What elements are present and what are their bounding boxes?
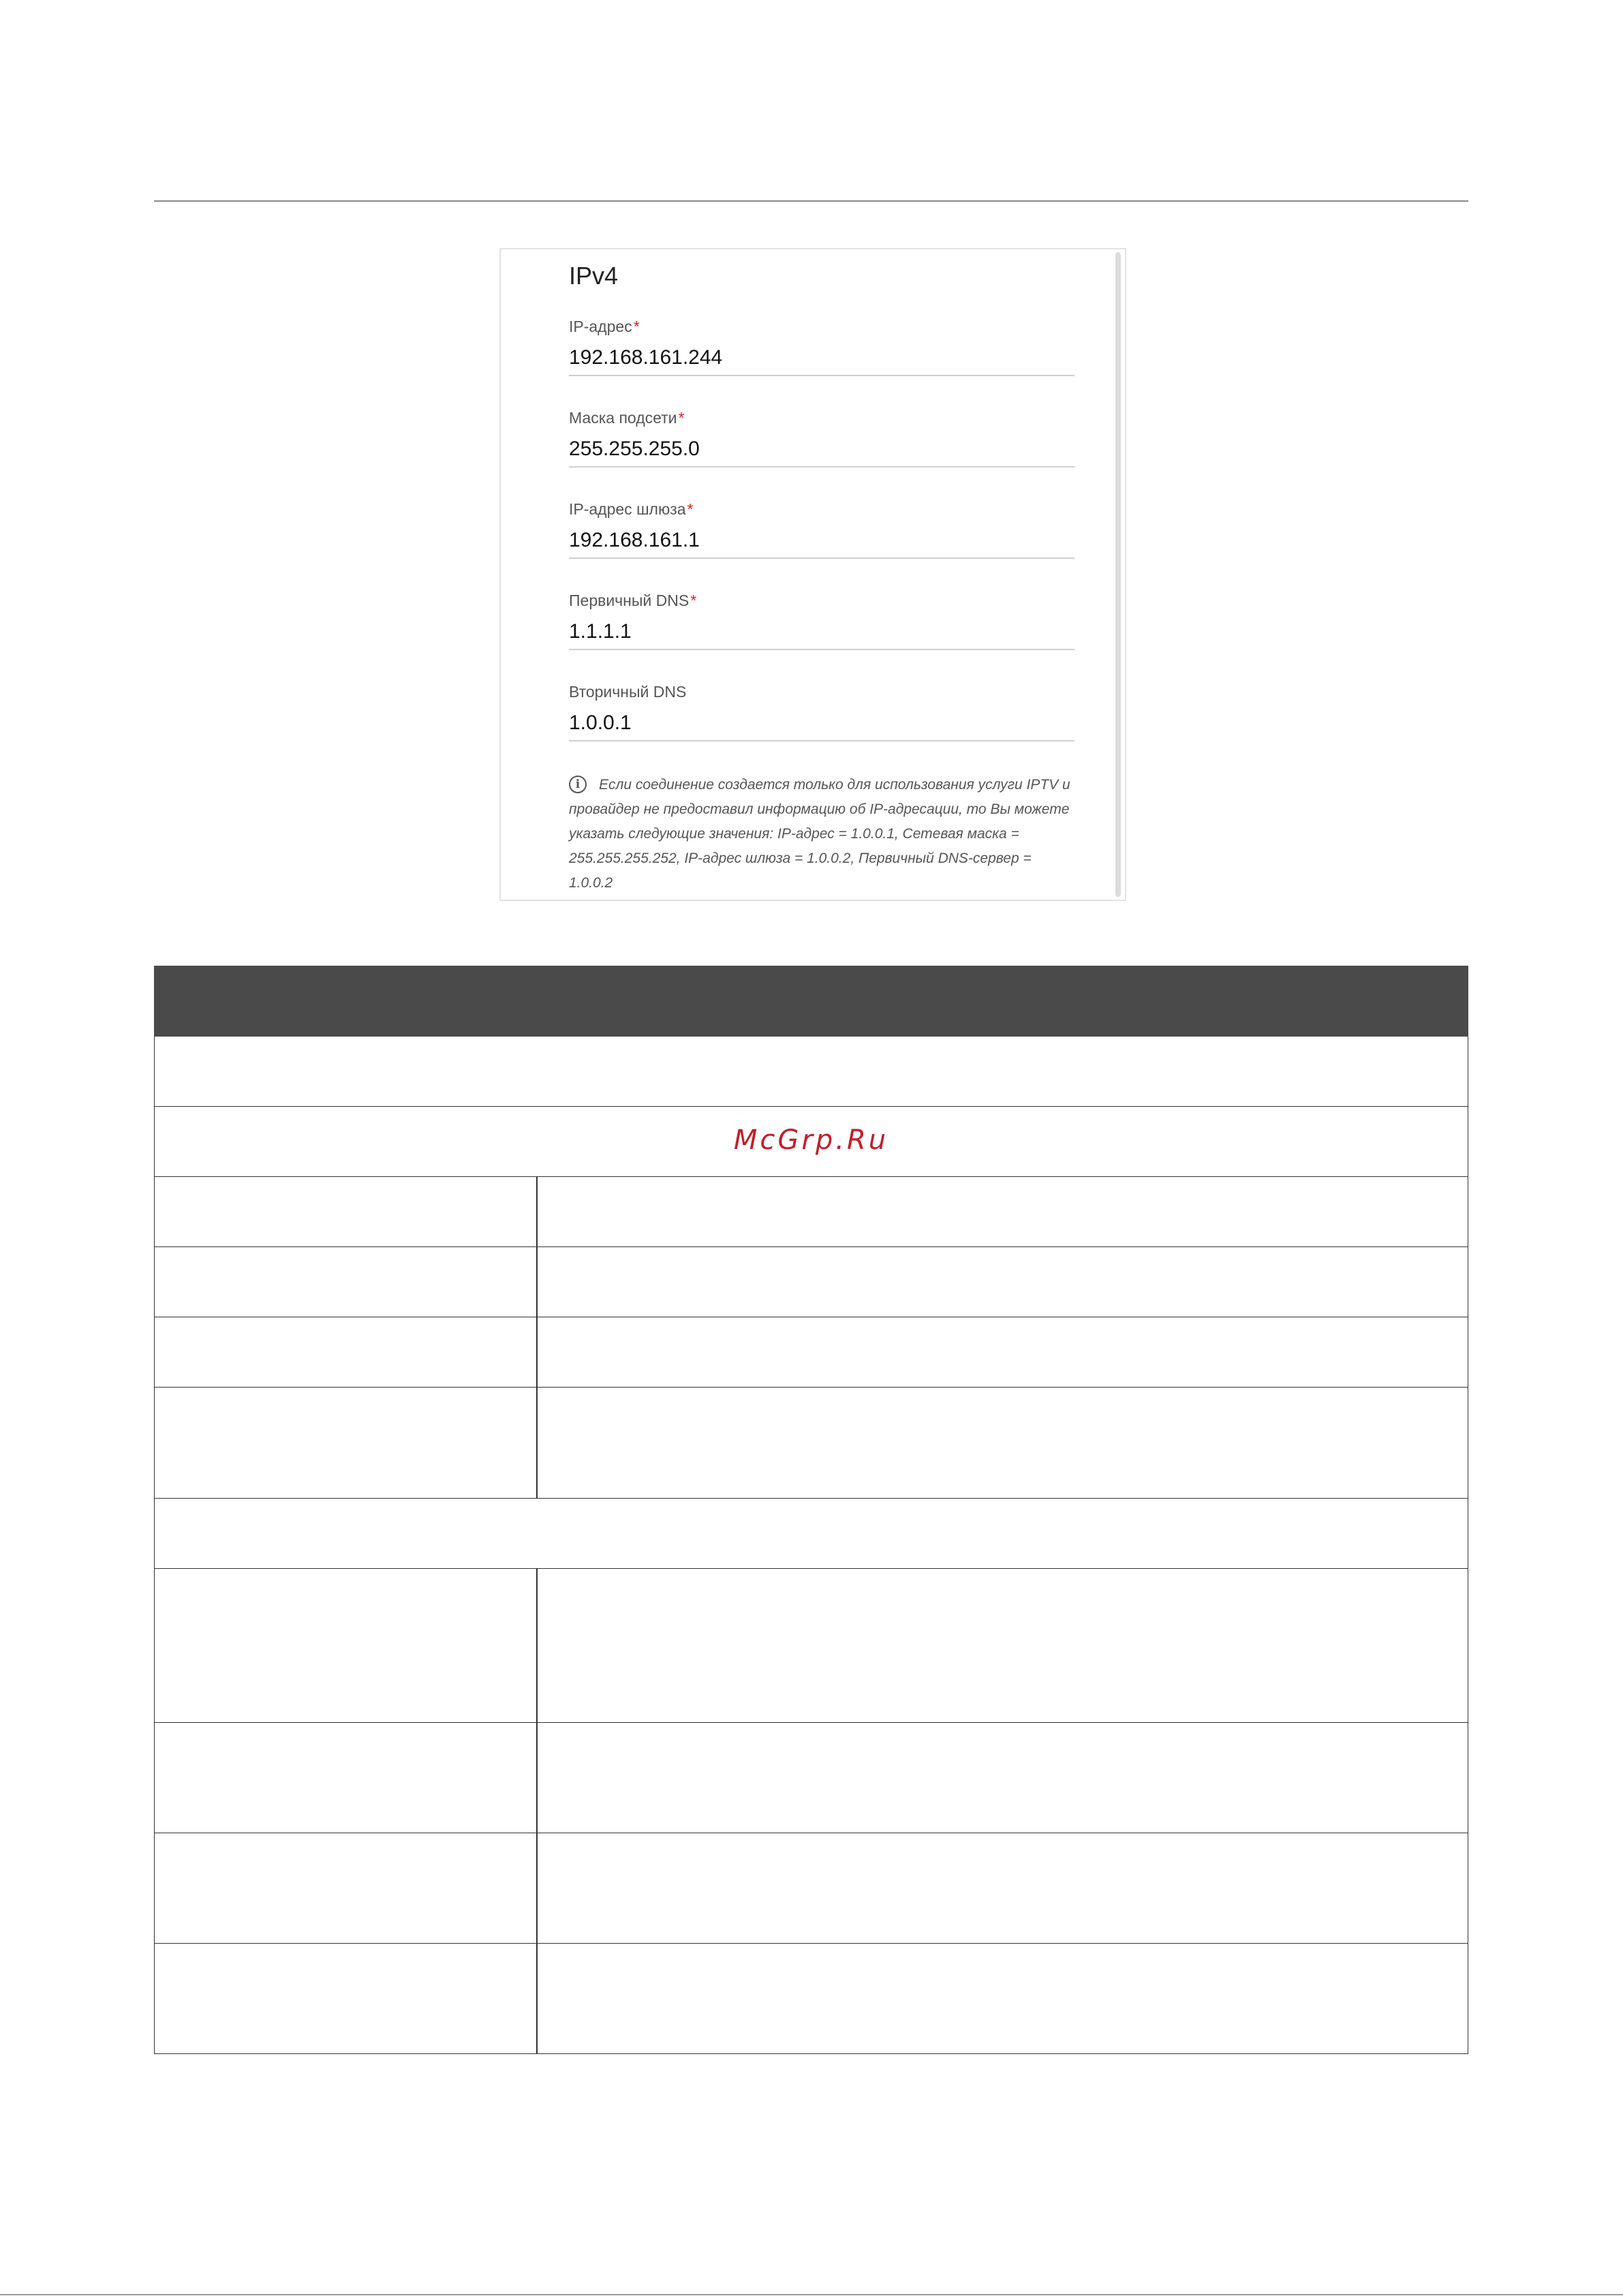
secondary-dns-field	[569, 683, 1075, 765]
table-cell-name	[155, 1388, 538, 1498]
table-cell-name	[155, 1944, 538, 2053]
watermark: McGrp.Ru	[733, 1124, 889, 1156]
table-row	[154, 1247, 1468, 1317]
table-section-row	[154, 1037, 1468, 1107]
table-row	[154, 1569, 1468, 1723]
table-cell-name	[155, 1569, 538, 1722]
panel-title: IPv4	[569, 262, 619, 290]
primary-dns-label: Первичный DNS	[569, 592, 690, 609]
table-row	[154, 1177, 1468, 1247]
bottom-divider	[0, 2294, 1623, 2295]
gateway-label: IP-адрес шлюза	[569, 500, 686, 518]
required-asterisk: *	[633, 318, 640, 335]
ip-address-field	[569, 318, 1075, 399]
table-row	[154, 1833, 1468, 1944]
gateway-input[interactable]	[569, 523, 1075, 559]
table-cell-name	[155, 1247, 538, 1317]
primary-dns-field	[569, 592, 1075, 673]
table-cell-name	[155, 1317, 538, 1387]
top-divider	[154, 200, 1468, 202]
subnet-mask-label: Маска подсети	[569, 409, 677, 427]
table-cell-name	[155, 1723, 538, 1833]
subnet-mask-input[interactable]	[569, 432, 1075, 468]
ipv4-settings-panel	[499, 248, 1126, 901]
table-row	[154, 1944, 1468, 2054]
panel-scrollbar[interactable]	[1115, 252, 1121, 897]
iptv-hint-text: Если соединение создается только для использования услуги IPTV и провайдер не предоставил информацию об IP-адресации, то Вы можете указать следующие значения: IP-адрес = 1.0.0.1, Сетевая маска = 255.255.255.252, IP-адрес шлюза = 1.0.0.2, Первичный DNS-сервер = 1.0.0.2	[569, 777, 1070, 891]
table-row	[154, 1388, 1468, 1499]
table-cell-name	[155, 1177, 538, 1246]
secondary-dns-label: Вторичный DNS	[569, 683, 687, 701]
required-asterisk: *	[690, 592, 697, 609]
table-cell-name	[155, 1833, 538, 1943]
ip-address-input[interactable]	[569, 341, 1075, 376]
required-asterisk: *	[687, 500, 694, 518]
table-section-row	[154, 1499, 1468, 1569]
subnet-mask-field	[569, 409, 1075, 491]
primary-dns-input[interactable]	[569, 615, 1075, 650]
secondary-dns-input[interactable]	[569, 706, 1075, 741]
table-header	[154, 966, 1468, 1037]
table-row	[154, 1723, 1468, 1833]
gateway-field	[569, 500, 1075, 582]
table-row	[154, 1317, 1468, 1388]
required-asterisk: *	[678, 409, 685, 427]
table-section-row	[154, 1107, 1468, 1177]
ip-address-label: IP-адрес	[569, 318, 632, 335]
info-icon: i	[569, 776, 587, 793]
parameters-table	[154, 966, 1468, 2058]
